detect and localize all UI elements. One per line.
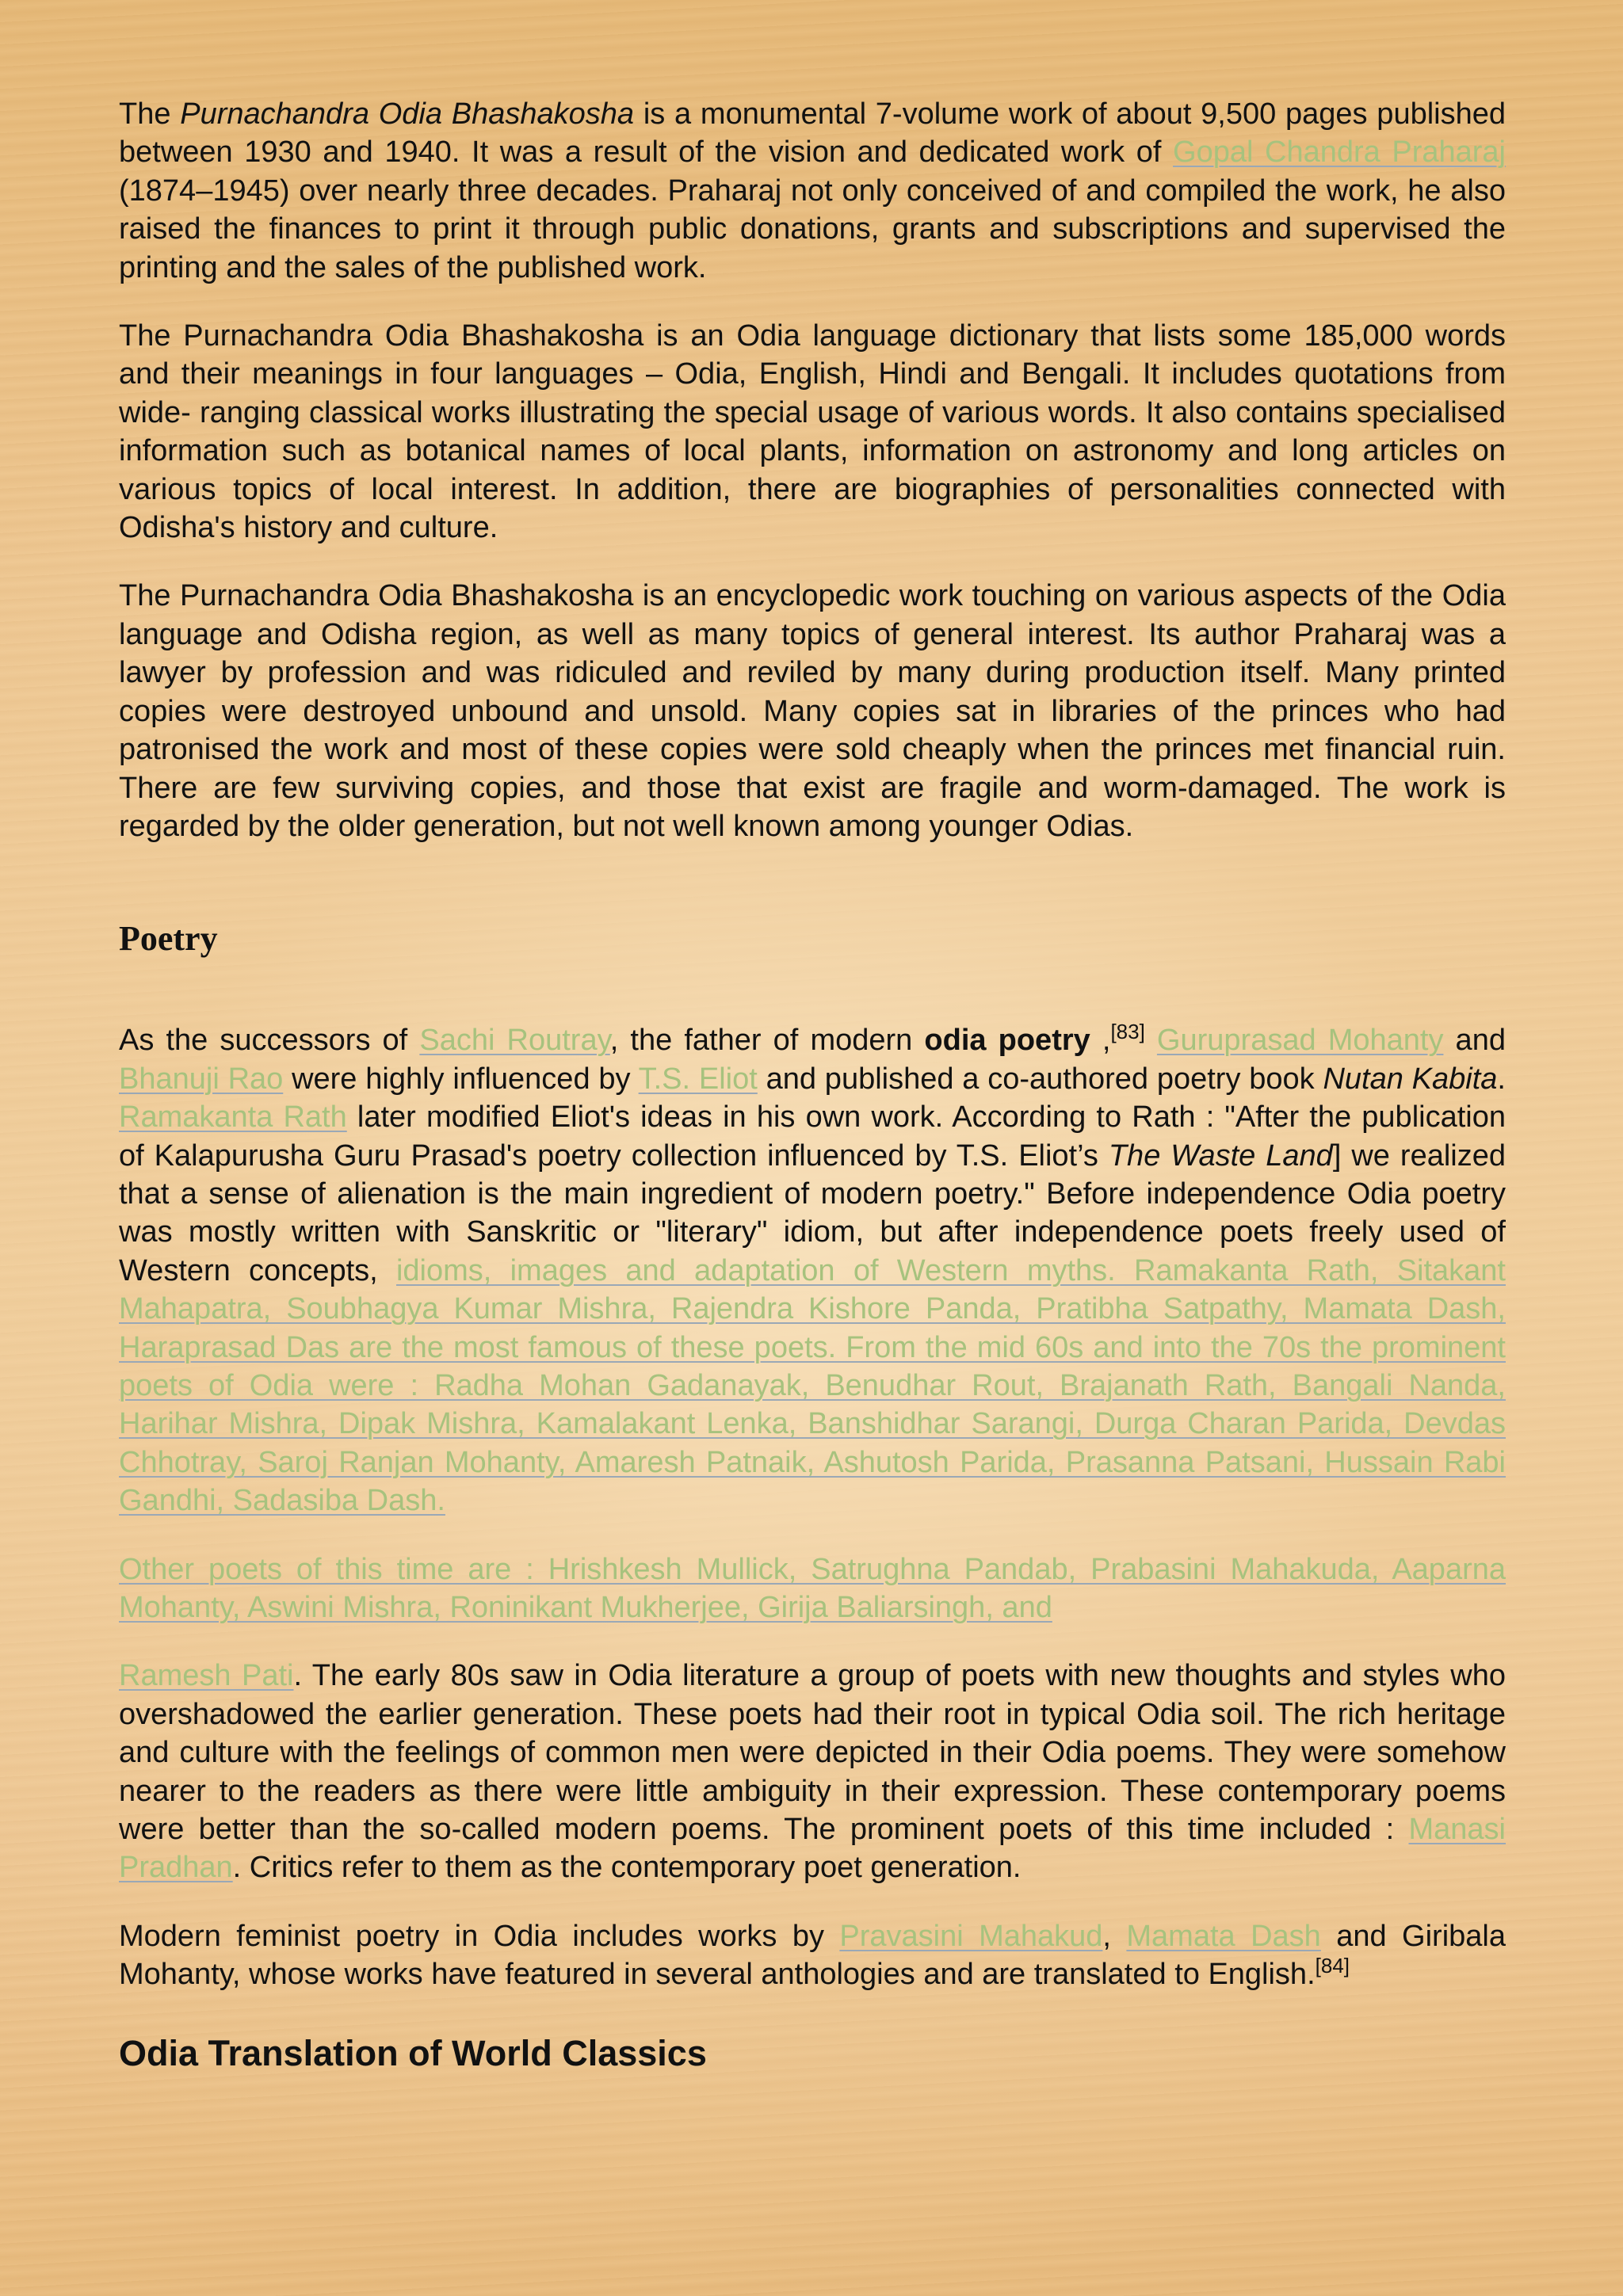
book-the-waste-land: The Waste Land <box>1108 1138 1333 1173</box>
link-other-poets[interactable]: Other poets of this time are : Hrishkesh Mullick, Satrughna Pandab, Prabasini Mahakuda, Aaparna Mohanty, Aswini Mishra, Roninikant Mukherjee, Girija Baliarsingh, and <box>119 1552 1506 1624</box>
link-bhanuji-rao[interactable]: Bhanuji Rao <box>119 1062 284 1096</box>
link-gopal-chandra-praharaj[interactable]: Gopal Chandra Praharaj <box>1173 135 1507 170</box>
reference-83[interactable]: [83] <box>1110 1020 1145 1044</box>
paragraph-bhashakosha-intro: The Purnachandra Odia Bhashakosha is a monumental 7-volume work of about 9,500 pages published between 1930 and 1940. It was a result of the vision and dedicated work of Gopal Chandra Praharaj (1874–1945) over nearly three decades. Praharaj not only conceived of and compiled the work, he also raised the finances to print it through public donations, grants and subscriptions and supervised the printing and the sales of the published work. <box>119 97 1507 284</box>
heading-poetry: Poetry <box>119 919 218 959</box>
link-pravasini-mahakud[interactable]: Pravasini Mahakud <box>839 1919 1103 1953</box>
link-western-poets-list[interactable]: idioms, images and adaptation of Western myths. Ramakanta Rath, Sitakant Mahapatra, Soubhagya Kumar Mishra, Rajendra Kishore Panda, Pratibha Satpathy, Mamata Dash, Haraprasad Das are the most famous of these poets. From the mid 60s and into the 70s the prominent poets of Odia were : Radha Mohan Gadanayak, Benudhar Rout, Brajanath Rath, Bangali Nanda, Harihar Mishra, Dipak Mishra, Kamalakant Lenka, Banshidhar Sarangi, Durga Charan Parida, Devdas Chhotray, Saroj Ranjan Mohanty, Amaresh Patnaik, Ashutosh Parida, Prasanna Patsani, Hussain Rabi Gandhi, Sadasiba Dash. <box>119 1253 1506 1518</box>
link-guruprasad-mohanty[interactable]: Guruprasad Mohanty <box>1156 1024 1444 1058</box>
link-ramakanta-rath[interactable]: Ramakanta Rath <box>119 1100 347 1135</box>
paragraph-other-poets <box>119 1550 1506 1627</box>
document-page <box>119 95 1506 2073</box>
paragraph-bhashakosha-dictionary: The Purnachandra Odia Bhashakosha is an Odia language dictionary that lists some 185,000 words and their meanings in four languages – Odia, English, Hindi and Bengali. It includes quotations from wide- ranging classical works illustrating the special usage of various words. It also contains specialised information such as botanical names of local plants, information on astronomy and long articles on various topics of local interest. In addition, there are biographies of personalities connected with Odisha's history and culture. <box>119 319 1506 545</box>
paragraph-feminist-poetry: Modern feminist poetry in Odia includes works by Pravasini Mahakud, Mamata Dash and Giribala Mohanty, whose works have featured in several anthologies and are translated to English.[84] <box>119 1919 1506 1992</box>
title-bhashakosha: Purnachandra Odia Bhashakosha <box>180 97 635 131</box>
bold-odia-poetry: odia poetry <box>924 1024 1090 1058</box>
book-nutan-kabita: Nutan Kabita <box>1323 1062 1498 1096</box>
link-ts-eliot[interactable]: T.S. Eliot <box>638 1062 758 1096</box>
paragraph-poetry-successors: As the successors of Sachi Routray, the father of modern odia poetry ,[83] Guruprasad Mohanty and Bhanuji Rao were highly influenced by T.S. Eliot and published a co-authored poetry book Nutan Kabita. Ramakanta Rath later modified Eliot's ideas in his own work. According to Rath : "After the publication of Kalapurusha Guru Prasad's poetry collection influenced by T.S. Eliot’s The Waste Land] we realized that a sense of alienation is the main ingredient of modern poetry." Before independence Odia poetry was mostly written with Sanskritic or "literary" idiom, but after independence poets freely used of Western concepts, idioms, images and adaptation of Western myths. Ramakanta Rath, Sitakant Mahapatra, Soubhagya Kumar Mishra, Rajendra Kishore Panda, Pratibha Satpathy, Mamata Dash, Haraprasad Das are the most famous of these poets. From the mid 60s and into the 70s the prominent poets of Odia were : Radha Mohan Gadanayak, Benudhar Rout, Brajanath Rath, Bangali Nanda, Harihar Mishra, Dipak Mishra, Kamalakant Lenka, Banshidhar Sarangi, Durga Charan Parida, Devdas Chhotray, Saroj Ranjan Mohanty, Amaresh Patnaik, Ashutosh Parida, Prasanna Patsani, Hussain Rabi Gandhi, Sadasiba Dash. <box>119 1020 1506 1518</box>
reference-84[interactable]: [84] <box>1315 1954 1350 1978</box>
link-manasi-pradhan[interactable]: Manasi Pradhan <box>119 1813 1506 1885</box>
paragraph-bhashakosha-encyclopedic: The Purnachandra Odia Bhashakosha is an encyclopedic work touching on various aspects of the Odia language and Odisha region, as well as many topics of general interest. Its author Praharaj was a lawyer by profession and was ridiculed and reviled by many during production itself. Many printed copies were destroyed unbound and unsold. Many copies sat in libraries of the princes who had patronised the work and most of these copies were sold cheaply when the princes met financial ruin. There are few surviving copies, and those that exist are fragile and worm-damaged. The work is regarded by the older generation, but not well known among younger Odias. <box>119 579 1506 843</box>
link-mamata-dash[interactable]: Mamata Dash <box>1126 1919 1321 1953</box>
paragraph-early-80s: Ramesh Pati. The early 80s saw in Odia literature a group of poets with new thoughts and styles who overshadowed the earlier generation. These poets had their root in typical Odia soil. The rich heritage and culture with the feelings of common men were depicted in their Odia poems. They were somehow nearer to the readers as there were little ambiguity in their expression. These contemporary poems were better than the so-called modern poems. The prominent poets of this time included : Manasi Pradhan. Critics refer to them as the contemporary poet generation. <box>119 1659 1506 1885</box>
link-ramesh-pati[interactable]: Ramesh Pati <box>119 1659 294 1693</box>
link-sachi-routray[interactable]: Sachi Routray <box>419 1024 610 1058</box>
heading-odia-translation: Odia Translation of World Classics <box>119 2032 707 2073</box>
